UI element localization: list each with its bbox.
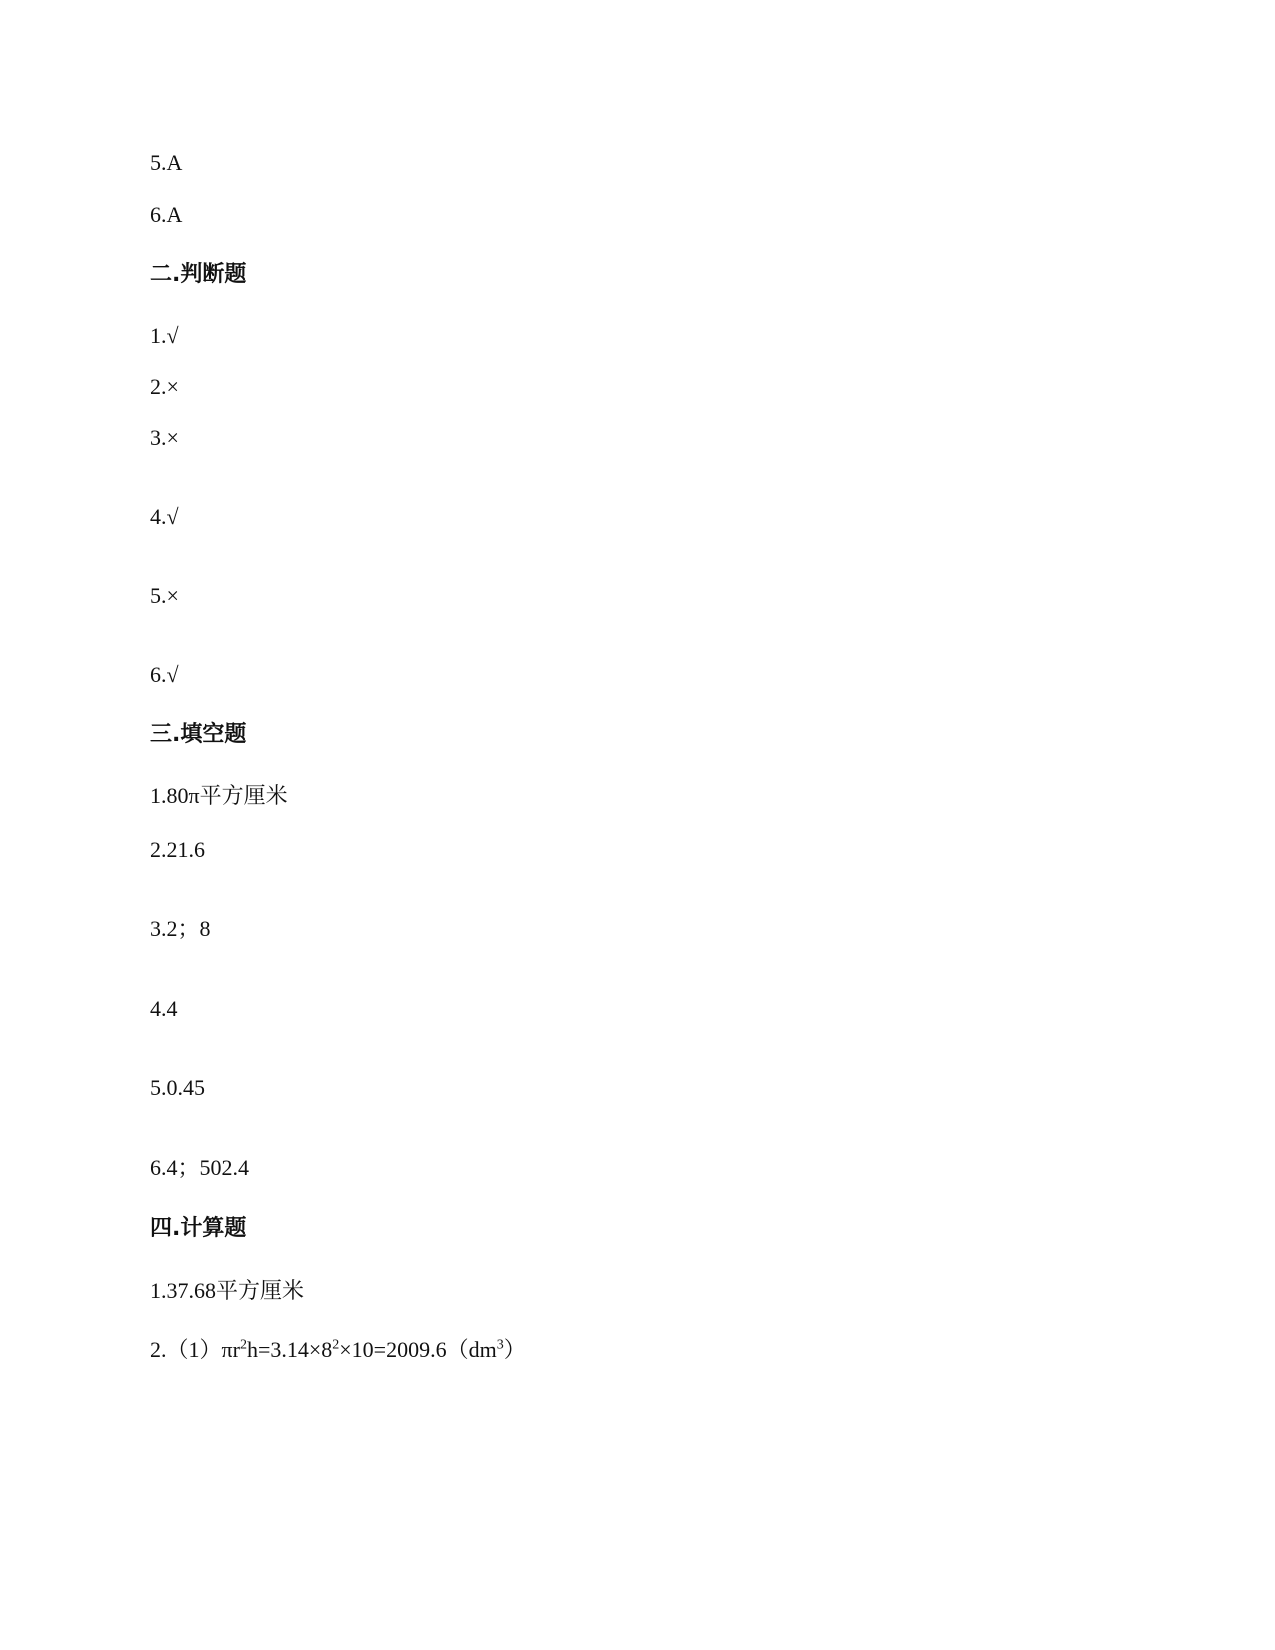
choice-answer-6: 6.A (150, 202, 183, 227)
section-heading-judgment: 二.判断题 (150, 262, 247, 287)
judgment-answer-5: 5.× (150, 583, 179, 608)
judgment-answer-4: 4.√ (150, 504, 179, 529)
calc-answer-2 (150, 1337, 526, 1363)
calc-answer-2-suffix: ） (503, 1337, 526, 1362)
fill-answer-1: 1.80π平方厘米 (150, 783, 288, 808)
fill-answer-5: 5.0.45 (150, 1075, 205, 1100)
fill-answer-3: 3.2；8 (150, 916, 211, 941)
judgment-answer-3: 3.× (150, 425, 179, 450)
calc-answer-1: 1.37.68平方厘米 (150, 1278, 305, 1303)
calc-answer-2-exp1: 2 (239, 1337, 247, 1353)
fill-answer-6: 6.4；502.4 (150, 1155, 250, 1180)
judgment-answer-6: 6.√ (150, 662, 179, 687)
section-heading-fill: 三.填空题 (150, 722, 247, 747)
judgment-answer-1: 1.√ (150, 323, 179, 348)
section-heading-calc: 四.计算题 (150, 1216, 247, 1241)
judgment-answer-2: 2.× (150, 374, 179, 399)
choice-answer-5: 5.A (150, 150, 183, 175)
calc-answer-2-mid: h=3.14×8 (246, 1337, 333, 1362)
calc-answer-2-exp2: 2 (332, 1337, 340, 1353)
calc-answer-2-prefix: 2.（1）πr (150, 1337, 240, 1362)
fill-answer-2: 2.21.6 (150, 837, 205, 862)
calc-answer-2-exp3: 3 (496, 1337, 504, 1353)
calc-answer-2-mid2: ×10=2009.6（dm (339, 1337, 497, 1362)
fill-answer-4: 4.4 (150, 996, 178, 1021)
